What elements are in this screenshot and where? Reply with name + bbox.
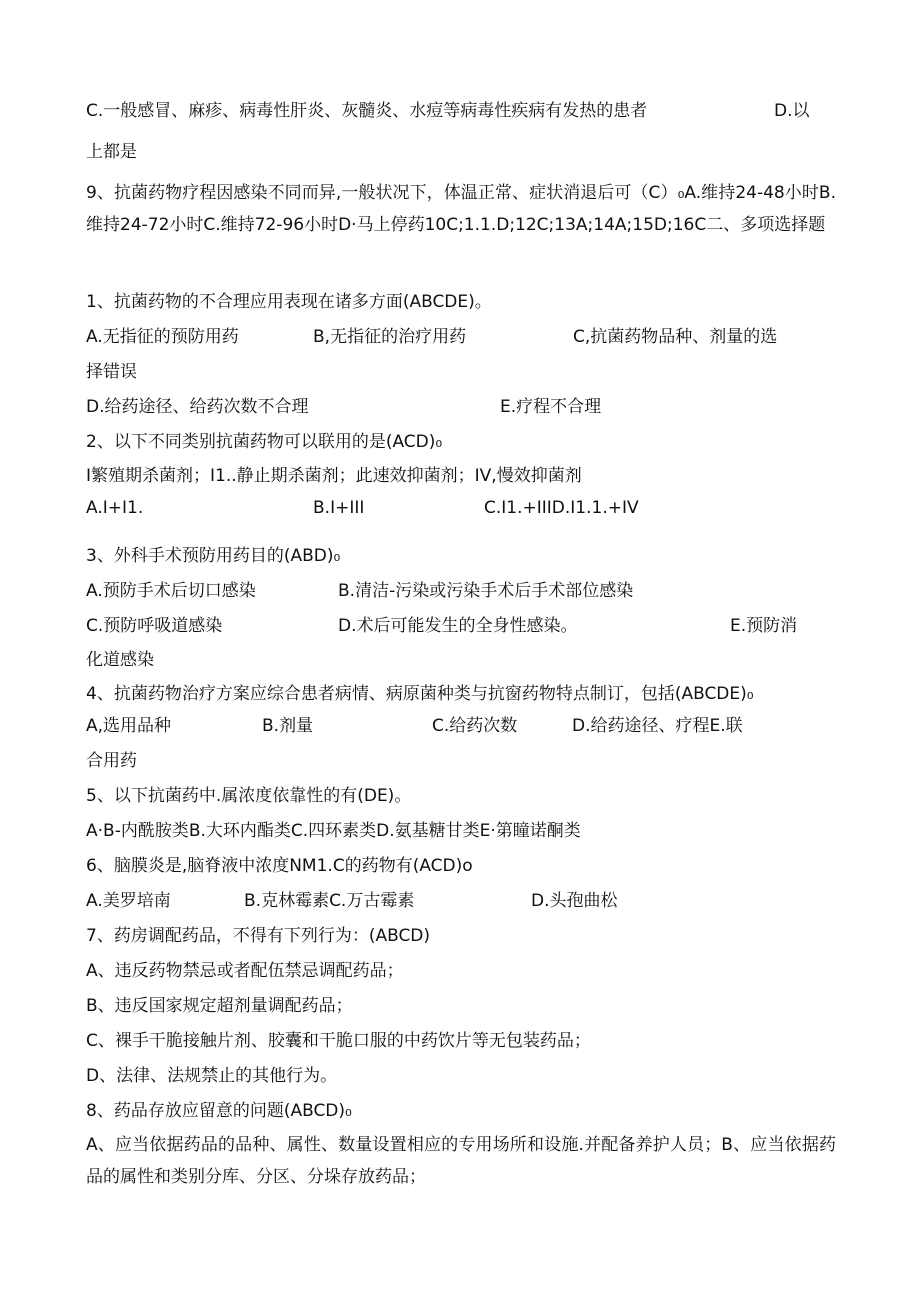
option-c-d: C.I1.+IIID.I1.1.+IV <box>484 498 639 518</box>
option-b: B、违反国家规定超剂量调配药品； <box>86 996 353 1016</box>
question-8-options: A、应当依据药品的品种、属性、数量设置相应的专用场所和设施.并配备养护人员；B、应当依据药品的属性和类别分库、分区、分垛存放药品； <box>86 1135 836 1187</box>
option-b: B,无指征的治疗用药 <box>313 327 467 347</box>
question-2-groups: I繁殖期杀菌剂；I1..静止期杀菌剂；此速效抑菌剂；IV,慢效抑菌剂 <box>86 466 582 486</box>
option-a: A.预防手术后切口感染 <box>86 581 256 601</box>
question-6-stem: 6、脑膜炎是,脑脊液中浓度NM1.C的药物有(ACD)o <box>86 856 473 876</box>
option-a: A.无指征的预防用药 <box>86 327 239 347</box>
option-d-e: D.给药途径、疗程E.联 <box>572 716 743 736</box>
question-3-stem: 3、外科手术预防用药目的(ABD)₀ <box>86 546 341 566</box>
option-a: A.I+I1. <box>86 498 144 518</box>
option-c: C、裸手干脆接触片剂、胶囊和干脆口服的中药饮片等无包装药品； <box>86 1031 591 1051</box>
option-c: C,抗菌药物品种、剂量的选 <box>573 327 778 347</box>
question-5-options: A·B-内酰胺类B.大环内酯类C.四环素类D.氨基糖甘类E·第瞳诺酮类 <box>86 821 581 841</box>
option-e-continued: 化道感染 <box>86 650 154 670</box>
option-e: E.预防消 <box>730 616 798 636</box>
option-a: A、违反药物禁忌或者配伍禁忌调配药品； <box>86 961 404 981</box>
option-a: A.美罗培南 <box>86 891 171 911</box>
option-b: B.剂量 <box>262 716 314 736</box>
option-e-continued: 合用药 <box>86 751 137 771</box>
option-d: D.术后可能发生的全身性感染。 <box>338 616 578 636</box>
question-7-stem: 7、药房调配药品，不得有下列行为：(ABCD) <box>86 926 431 946</box>
text-line: 上都是 <box>86 142 137 162</box>
question-8-stem: 8、药品存放应留意的问题(ABCD)₀ <box>86 1101 352 1121</box>
option-d-text: D.以 <box>774 101 810 121</box>
question-1-stem: 1、抗菌药物的不合理应用表现在诸多方面(ABCDE)。 <box>86 292 492 312</box>
question-9: 9、抗菌药物疗程因感染不同而异,一般状况下，体温正常、症状消退后可（C）₀A.维持24-48小时B.维持24-72小时C.维持72-96小时D·马上停药10C;1.1.D;12C;13A;14A;15D;16C二、多项选择题 <box>86 183 836 235</box>
question-2-stem: 2、以下不同类别抗菌药物可以联用的是(ACD)₀ <box>86 432 443 452</box>
option-b-c: B.克林霉素C.万古霉素 <box>244 891 415 911</box>
option-a: A,选用品种 <box>86 716 172 736</box>
question-4-stem: 4、抗菌药物治疗方案应综合患者病情、病原菌种类与抗窗药物特点制订，包括(ABCDE)₀ <box>86 684 754 704</box>
option-b: B.I+III <box>313 498 365 518</box>
option-c-text: C.一般感冒、麻疹、病毒性肝炎、灰髓炎、水痘等病毒性疾病有发热的患者 <box>86 101 648 121</box>
option-e: E.疗程不合理 <box>500 397 602 417</box>
option-c: C.给药次数 <box>432 716 518 736</box>
option-d: D.给药途径、给药次数不合理 <box>86 397 309 417</box>
option-c-continued: 择错误 <box>86 362 137 382</box>
option-c: C.预防呼吸道感染 <box>86 616 223 636</box>
question-5-stem: 5、以下抗菌药中.属浓度依靠性的有(DE)。 <box>86 786 412 806</box>
option-b: B.清洁-污染或污染手术后手术部位感染 <box>338 581 634 601</box>
option-d: D.头孢曲松 <box>531 891 618 911</box>
option-d: D、法律、法规禁止的其他行为。 <box>86 1066 338 1086</box>
